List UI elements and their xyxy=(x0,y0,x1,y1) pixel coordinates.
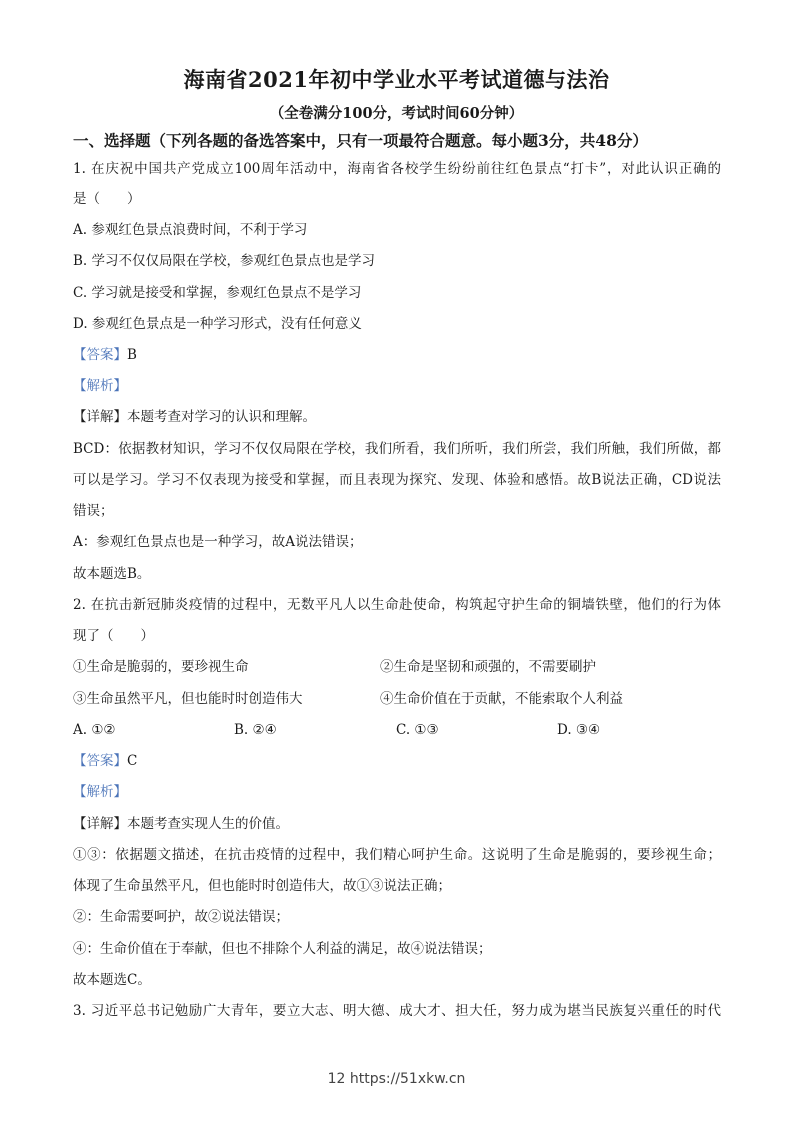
detail-tag: 【详解】 xyxy=(73,816,127,832)
q1-analysis-line-1: BCD：依据教材知识，学习不仅仅局限在学校，我们所看，我们所听，我们所尝，我们所触，我们所做，都 xyxy=(73,441,721,457)
q2-analysis-line-2: 体现了生命虽然平凡，但也能时时创造伟大，故①③说法正确； xyxy=(73,878,451,894)
q2-answer xyxy=(73,751,137,771)
q1-answer xyxy=(73,345,137,365)
answer-value: C xyxy=(127,753,138,769)
answer-tag: 【答案】 xyxy=(73,753,127,769)
q1-conclusion: 故本题选B。 xyxy=(73,566,151,582)
q1-option-d: D. 参观红色景点是一种学习形式，没有任何意义 xyxy=(73,316,362,332)
q2-analysis-tag: 【解析】 xyxy=(73,784,127,800)
answer-tag: 【答案】 xyxy=(73,347,127,363)
q2-statement-4: ④生命价值在于贡献，不能索取个人利益 xyxy=(380,691,623,707)
exam-title: 海南省2021年初中学业水平考试道德与法治 xyxy=(183,67,610,92)
q2-detail xyxy=(73,814,289,834)
q1-stem-line-1: 1. 在庆祝中国共产党成立100周年活动中，海南省各校学生纷纷前往红色景点“打卡”，对此认识正确的 xyxy=(73,161,721,177)
q2-analysis-line-4: ④：生命价值在于奉献，但也不排除个人利益的满足，故④说法错误； xyxy=(73,941,492,957)
q1-analysis-line-3: 错误； xyxy=(73,503,114,519)
q2-option-b: B. ②④ xyxy=(234,722,277,738)
q1-analysis-tag: 【解析】 xyxy=(73,378,127,394)
q2-statement-2: ②生命是坚韧和顽强的，不需要刷护 xyxy=(380,659,596,675)
q2-statement-3: ③生命虽然平凡，但也能时时创造伟大 xyxy=(73,691,303,707)
q1-option-a: A. 参观红色景点浪费时间，不利于学习 xyxy=(73,222,308,238)
q1-option-b: B. 学习不仅仅局限在学校，参观红色景点也是学习 xyxy=(73,253,376,269)
q1-option-c: C. 学习就是接受和掌握，参观红色景点不是学习 xyxy=(73,285,362,301)
q2-analysis-line-1: ①③：依据题文描述，在抗击疫情的过程中，我们精心呵护生命。这说明了生命是脆弱的，要珍视生命； xyxy=(73,847,721,863)
q3-stem-line-1: 3. 习近平总书记勉励广大青年，要立大志、明大德、成大才、担大任，努力成为堪当民族复兴重任的时代 xyxy=(73,1003,721,1019)
q2-conclusion: 故本题选C。 xyxy=(73,972,151,988)
detail-text: 本题考查对学习的认识和理解。 xyxy=(127,409,316,425)
q2-option-a: A. ①② xyxy=(73,722,116,738)
q1-analysis-line-4: A：参观红色景点也是一种学习，故A说法错误； xyxy=(73,534,363,550)
detail-tag: 【详解】 xyxy=(73,409,127,425)
q2-stem-line-2: 现了（ ） xyxy=(73,628,154,644)
detail-text: 本题考查实现人生的价值。 xyxy=(127,816,289,832)
q1-detail xyxy=(73,407,316,427)
q2-option-d: D. ③④ xyxy=(557,722,601,738)
q1-analysis-line-2: 可以是学习。学习不仅表现为接受和掌握，而且表现为探究、发现、体验和感悟。故B说法正确，CD说法 xyxy=(73,472,721,488)
q2-analysis-line-3: ②：生命需要呵护，故②说法错误； xyxy=(73,909,289,925)
q2-stem-line-1: 2. 在抗击新冠肺炎疫情的过程中，无数平凡人以生命赴使命，构筑起守护生命的铜墙铁壁，他们的行为体 xyxy=(73,597,721,613)
q2-statement-1: ①生命是脆弱的，要珍视生命 xyxy=(73,659,249,675)
section-heading: 一、选择题（下列各题的备选答案中，只有一项最符合题意。每小题3分，共48分） xyxy=(73,131,648,150)
exam-subtitle: （全卷满分100分，考试时间60分钟） xyxy=(269,105,524,122)
q1-stem-line-2: 是（ ） xyxy=(73,191,141,207)
answer-value: B xyxy=(127,347,137,363)
page-footer: 12 https://51xkw.cn xyxy=(327,1071,466,1087)
q2-option-c: C. ①③ xyxy=(396,722,439,738)
